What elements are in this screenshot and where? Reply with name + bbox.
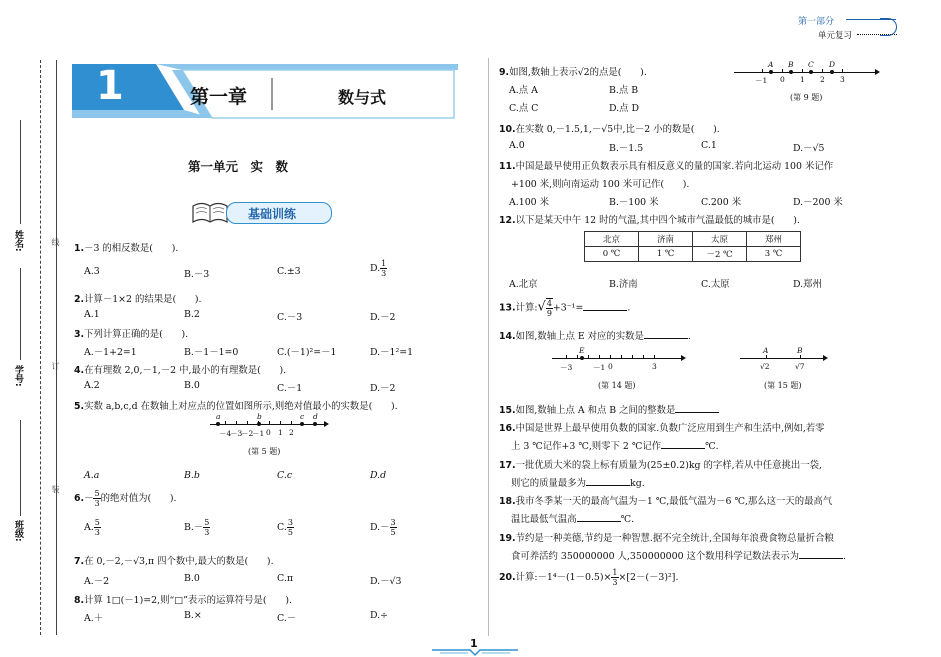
- tick-label: 1: [800, 75, 805, 84]
- question-2: 2.计算－1×2 的结果是( ).: [74, 294, 202, 305]
- q12-option-b[interactable]: B.济南: [609, 279, 638, 290]
- tick-mark: [766, 355, 767, 359]
- tick-label: 3: [840, 75, 845, 84]
- table-cell: 3 ℃: [747, 247, 801, 262]
- q9-option-d[interactable]: D.点 D: [609, 103, 640, 114]
- q2-option-d[interactable]: D.－2: [370, 312, 396, 323]
- unit-title: 第一单元 实 数: [188, 159, 289, 174]
- question-4: 4.在有理数 2,0,－1,－2 中,最小的有理数是( ).: [74, 365, 287, 376]
- name-label: 姓名:: [13, 230, 23, 252]
- point-dot: [769, 70, 773, 74]
- tick-mark: [588, 355, 589, 359]
- q5-option-a[interactable]: A.a: [84, 470, 100, 481]
- tick-label: 0: [266, 428, 271, 437]
- figure-caption: (第 9 题): [790, 93, 823, 102]
- question-7: 7.在 0,－2,－√3,π 四个数中,最大的数是( ).: [74, 556, 274, 567]
- tick-mark: [762, 69, 763, 73]
- bind-char: 装: [51, 485, 60, 493]
- axis-arrow: [823, 355, 828, 361]
- axis-line: [734, 72, 876, 73]
- question-15: 15.如图,数轴上点 A 和点 B 之间的整数是: [499, 402, 719, 416]
- q11-option-a[interactable]: A.100 米: [509, 197, 549, 208]
- q10-option-b[interactable]: B.－1.5: [609, 143, 644, 154]
- value-label-sqrt2: √2: [760, 362, 770, 371]
- fraction-five-thirds: $\frac{5}{3}$: [94, 489, 100, 508]
- point-dot: [300, 422, 304, 426]
- dashed-cut-line: [40, 60, 41, 635]
- q7-option-b[interactable]: B.0: [184, 573, 200, 584]
- tick-mark: [269, 421, 270, 425]
- class-label: 班级:: [13, 520, 23, 542]
- answer-blank[interactable]: [799, 549, 843, 559]
- tick-mark: [291, 421, 292, 425]
- question-1: [74, 240, 178, 254]
- q7-option-a[interactable]: A.－2: [84, 576, 110, 587]
- q8-option-a[interactable]: A.＋: [84, 613, 104, 624]
- tick-label: 0: [780, 75, 785, 84]
- question-3: 3.下列计算正确的是( ).: [74, 329, 189, 340]
- fraction-one-third: $\frac{1}{3}$: [612, 568, 618, 587]
- question-number: 1.: [74, 243, 85, 254]
- tick-mark: [566, 355, 567, 359]
- question-20: 20.计算:－1⁴－(1－0.5)× $\frac{1}{3}$ ×[2－(－3)²].: [499, 568, 679, 587]
- q10-option-d[interactable]: D.－√5: [793, 143, 825, 154]
- q2-option-a[interactable]: A.1: [84, 309, 100, 320]
- figure-caption: (第 5 题): [248, 447, 281, 456]
- q5-option-b[interactable]: B.b: [184, 470, 200, 481]
- q2-option-c[interactable]: C.－3: [277, 312, 303, 323]
- q1-option-b[interactable]: B.－3: [184, 269, 210, 280]
- answer-blank[interactable]: [644, 329, 688, 339]
- tick-label: 1: [278, 428, 283, 437]
- q3-option-c[interactable]: C.(－1)²=－1: [277, 347, 337, 358]
- q11-option-c[interactable]: C.200 米: [701, 197, 742, 208]
- q8-option-c[interactable]: C.－: [277, 613, 297, 624]
- question-19-line-2: 食可养活约 350000000 人,350000000 这个数用科学记数法表示为 .: [511, 551, 847, 562]
- tick-mark: [621, 355, 622, 359]
- table-row: [585, 232, 801, 247]
- tick-mark: [236, 421, 237, 425]
- q12-option-c[interactable]: C.太原: [701, 279, 730, 290]
- q3-option-d[interactable]: D.－1²=1: [370, 347, 414, 358]
- point-dot: [580, 356, 584, 360]
- q3-option-a[interactable]: A.－1+2=1: [84, 347, 137, 358]
- temperature-table: [584, 231, 801, 262]
- question-6: 6.－ $\frac{5}{3}$ 的绝对值为( ).: [74, 489, 177, 508]
- point-dot: [313, 422, 317, 426]
- q6-option-c[interactable]: C. $\frac{3}{5}$: [277, 518, 293, 537]
- part-label: 第一部分: [798, 17, 835, 27]
- tick-label: －3: [230, 429, 243, 438]
- tick-label: －1: [755, 76, 768, 85]
- q1-option-c[interactable]: C.±3: [277, 266, 301, 277]
- order-char: 订: [51, 362, 60, 370]
- figure-caption: (第 14 题): [598, 381, 636, 390]
- table-cell: 1 ℃: [639, 247, 693, 262]
- fraction-four-ninths: $\frac{4}{9}$: [546, 299, 552, 318]
- chapter-number: 1: [96, 63, 124, 109]
- id-label: 学号:: [13, 365, 23, 387]
- table-cell: －2 ℃: [693, 247, 747, 262]
- tick-label: 0: [608, 362, 613, 371]
- tick-mark: [842, 69, 843, 73]
- point-label-a: A: [768, 60, 774, 69]
- sqrt-sign: √: [537, 299, 546, 315]
- tick-mark: [800, 355, 801, 359]
- point-dot: [789, 70, 793, 74]
- point-dot: [257, 422, 261, 426]
- q11-option-d[interactable]: D.－200 米: [793, 197, 843, 208]
- point-label-b: B: [797, 346, 803, 355]
- q4-option-a[interactable]: A.2: [84, 380, 100, 391]
- review-label: 单元复习: [818, 31, 853, 41]
- q4-option-c[interactable]: C.－1: [277, 383, 303, 394]
- tick-label: －1: [593, 363, 606, 372]
- q6-option-a[interactable]: A. $\frac{5}{3}$: [84, 518, 100, 537]
- solid-cut-line: [56, 60, 57, 635]
- tick-mark: [782, 69, 783, 73]
- q1-option-d[interactable]: D. $\frac{1}{3}$: [370, 259, 387, 278]
- q6-option-b[interactable]: B.－ $\frac{5}{3}$: [184, 518, 210, 537]
- tick-mark: [577, 355, 578, 359]
- value-label-sqrt7: √7: [795, 362, 805, 371]
- q8-option-d[interactable]: D.÷: [370, 610, 389, 621]
- question-8: 8.计算 1□(－1)=2,则“□”表示的运算符号是( ).: [74, 595, 292, 606]
- tick-mark: [802, 69, 803, 73]
- question-18: 18.我市冬季某一天的最高气温为－1 ℃,最低气温为－6 ℃,那么这一天的最高气: [499, 496, 833, 507]
- q8-option-b[interactable]: B.×: [184, 610, 202, 621]
- question-16-line-2: 上 3 ℃记作+3 ℃,则零下 2 ℃记作 ℃.: [511, 441, 719, 452]
- tick-mark: [632, 355, 633, 359]
- axis-arrow: [875, 69, 880, 75]
- id-line[interactable]: [20, 268, 21, 360]
- fraction-three-fifths: $\frac{3}{5}$: [390, 518, 396, 537]
- point-label-a: a: [216, 412, 221, 421]
- tick-label: 2: [289, 428, 294, 437]
- axis-line: [552, 358, 682, 359]
- banner-graphic: [72, 60, 458, 128]
- question-12: 12.以下是某天中午 12 时的气温,其中四个城市气温最低的城市是( ).: [499, 215, 800, 226]
- class-line[interactable]: [20, 420, 21, 516]
- q9-option-b[interactable]: B.点 B: [609, 85, 639, 96]
- fraction-one-third: $\frac{1}{3}$: [381, 259, 387, 278]
- tick-label: －2: [241, 429, 254, 438]
- q10-option-a[interactable]: A.0: [509, 140, 525, 151]
- tick-mark: [599, 355, 600, 359]
- point-dot: [216, 422, 220, 426]
- tick-label: 3: [652, 362, 657, 371]
- table-cell: 郑州: [747, 232, 801, 247]
- question-19: 19.节约是一种美德,节约是一种智慧.据不完全统计,全国每年浪费食物总量折合粮: [499, 533, 834, 544]
- q5-option-d[interactable]: D.d: [370, 470, 387, 481]
- column-divider: [488, 58, 489, 636]
- question-text: －3 的相反数是( ).: [84, 243, 179, 254]
- q9-option-a[interactable]: A.点 A: [509, 85, 538, 96]
- answer-blank[interactable]: [583, 301, 627, 311]
- table-cell: 太原: [693, 232, 747, 247]
- q10-option-c[interactable]: C.1: [701, 140, 717, 151]
- tick-label: －4: [219, 429, 232, 438]
- table-cell: 0 ℃: [585, 247, 639, 262]
- tick-mark: [225, 421, 226, 425]
- q6-option-d[interactable]: D.－ $\frac{3}{5}$: [370, 518, 396, 537]
- point-label-a: A: [763, 346, 769, 355]
- q12-option-d[interactable]: D.郑州: [793, 279, 822, 290]
- table-cell: 济南: [639, 232, 693, 247]
- q7-option-d[interactable]: D.－√3: [370, 576, 402, 587]
- point-dot: [830, 70, 834, 74]
- name-line[interactable]: [20, 120, 21, 224]
- answer-blank[interactable]: [661, 439, 705, 449]
- point-label-b: b: [257, 412, 262, 421]
- tick-mark: [610, 355, 611, 359]
- question-11-line-2: +100 米,则向南运动 100 米可记作( ).: [511, 179, 690, 190]
- question-10: 10.在实数 0,－1.5,1,－√5中,比－2 小的数是( ).: [499, 124, 720, 135]
- axis-arrow: [324, 421, 329, 427]
- question-5: 5.实数 a,b,c,d 在数轴上对应点的位置如图所示,则绝对值最小的实数是( ).: [74, 401, 398, 412]
- q1-option-a[interactable]: A.3: [84, 266, 100, 277]
- axis-line: [740, 358, 824, 359]
- answer-blank[interactable]: [577, 512, 621, 522]
- tick-label: 2: [820, 75, 825, 84]
- tick-mark: [247, 421, 248, 425]
- question-17: 17.一批优质大米的袋上标有质量为(25±0.2)kg 的字样,若从中任意挑出一袋,: [499, 460, 822, 471]
- tick-mark: [643, 355, 644, 359]
- question-11: 11.中国是最早使用正负数表示具有相反意义的量的国家.若向北运动 100 米记作: [499, 161, 834, 172]
- question-17-line-2: 则它的质量最多为 kg.: [511, 478, 645, 489]
- q7-option-c[interactable]: C.π: [277, 573, 293, 584]
- q5-option-c[interactable]: C.c: [277, 470, 293, 481]
- q4-option-d[interactable]: D.－2: [370, 383, 396, 394]
- point-label-d: D: [829, 60, 836, 69]
- figure-caption: (第 15 题): [764, 381, 802, 390]
- question-18-line-2: 温比最低气温高 ℃.: [511, 514, 635, 525]
- badge-label: 基础训练: [248, 207, 297, 221]
- q12-option-a[interactable]: A.北京: [509, 279, 538, 290]
- point-label-e: E: [579, 346, 585, 355]
- question-14: 14.如图,数轴上点 E 对应的实数是 .: [499, 331, 691, 342]
- axis-arrow: [681, 355, 686, 361]
- fraction-three-fifths: $\frac{3}{5}$: [287, 518, 293, 537]
- book-icon: [190, 198, 230, 226]
- tick-mark: [822, 69, 823, 73]
- point-label-c: c: [300, 412, 305, 421]
- footer-ornament: [430, 648, 520, 657]
- q3-option-b[interactable]: B.－1－1=0: [184, 347, 239, 358]
- fraction-five-thirds: $\frac{5}{3}$: [94, 518, 100, 537]
- point-dot: [809, 70, 813, 74]
- page-number: 1: [470, 637, 478, 650]
- question-16: 16.中国是世界上最早使用负数的国家.负数广泛应用到生产和生活中,例如,若零: [499, 423, 825, 434]
- q4-option-b[interactable]: B.0: [184, 380, 200, 391]
- line-char: 线: [51, 238, 60, 246]
- chapter-title: 第一章: [190, 86, 248, 108]
- point-label-c: C: [808, 60, 814, 69]
- tick-label: －1: [252, 429, 265, 438]
- question-9: 9.如图,数轴上表示√2的点是( ).: [499, 67, 647, 78]
- table-row: [585, 247, 801, 262]
- q11-option-b[interactable]: B.－100 米: [609, 197, 659, 208]
- tick-mark: [654, 355, 655, 359]
- answer-blank[interactable]: [675, 403, 719, 413]
- q2-option-b[interactable]: B.2: [184, 309, 200, 320]
- axis-line: [210, 424, 326, 425]
- point-label-b: B: [788, 60, 794, 69]
- answer-blank[interactable]: [586, 476, 630, 486]
- q9-option-c[interactable]: C.点 C: [509, 103, 539, 114]
- tick-mark: [280, 421, 281, 425]
- chapter-topic: 数与式: [338, 88, 387, 107]
- point-label-d: d: [313, 412, 318, 421]
- fraction-five-thirds: $\frac{5}{3}$: [204, 518, 210, 537]
- tick-label: －3: [560, 363, 573, 372]
- table-cell: 北京: [585, 232, 639, 247]
- question-13: 13.计算:√ $\frac{4}{9}$ +3⁻¹= .: [499, 299, 631, 318]
